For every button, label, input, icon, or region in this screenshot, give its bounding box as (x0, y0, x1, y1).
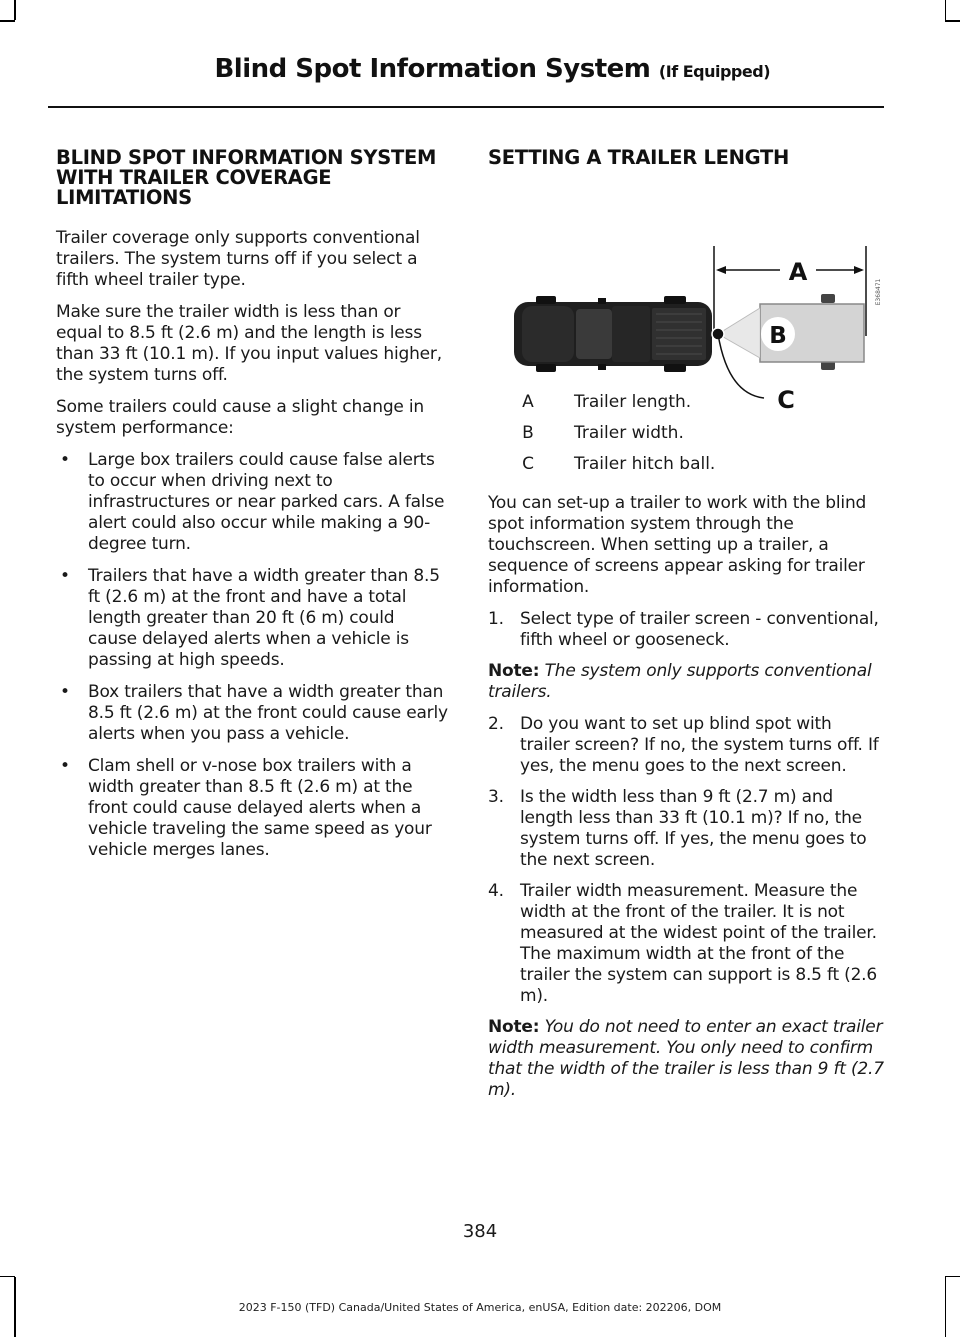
page-number: 384 (462, 1221, 498, 1242)
callout-c: C (777, 386, 795, 414)
steps-list (488, 714, 884, 1007)
bullet-glyph: • (60, 682, 70, 702)
left-column (56, 148, 448, 872)
bullet-glyph: • (60, 756, 70, 776)
list-item-text: Large box trailers could cause false alerts to occur when driving next to infrastructures or near parked cars. A false alert could also occur while making a 90-degree turn. (88, 450, 445, 554)
note-text: You do not need to enter an exact trailer width measurement. You only need to confirm that the width of the trailer is less than 9 ft (2.7 m). (488, 1017, 884, 1100)
step-number: 4. (488, 881, 504, 901)
legend-key: C (522, 454, 534, 474)
paragraph: Some trailers could cause a slight change in system performance: (56, 397, 424, 438)
legend-text: Trailer length. (574, 392, 692, 412)
bullet-glyph: • (60, 450, 70, 470)
paragraph: Make sure the trailer width is less than or equal to 8.5 ft (2.6 m) and the length is less than 33 ft (10.1 m). If you input values higher, the system turns off. (56, 302, 442, 385)
arrowhead (716, 266, 726, 274)
crop-mark (945, 0, 947, 20)
crop-mark (945, 1276, 960, 1278)
crop-mark (14, 0, 16, 20)
arrowhead (854, 266, 864, 274)
list-item-text: Clam shell or v-nose box trailers with a width greater than 8.5 ft (2.6 m) at the front could cause delayed alerts when a vehicle traveling the same speed as your vehicle merges lanes. (88, 756, 432, 860)
note-label: Note: (488, 661, 540, 681)
step-number: 1. (488, 609, 504, 629)
figure-code: E368471 (875, 278, 882, 306)
page-footer: 2023 F-150 (TFD) Canada/United States of America, enUSA, Edition date: 202206, DOM (238, 1301, 722, 1314)
legend-text: Trailer width. (574, 423, 684, 443)
step-item (488, 714, 884, 777)
section-heading: SETTING A TRAILER LENGTH (488, 146, 790, 169)
step-number: 2. (488, 714, 504, 734)
list-item (56, 566, 448, 671)
callout-b: B (769, 323, 787, 349)
trailer-wheel (821, 294, 835, 303)
legend-key: A (522, 392, 534, 412)
header-subtitle: (If Equipped) (658, 62, 770, 81)
figure-legend (488, 392, 884, 475)
legend-key: B (522, 423, 534, 443)
crop-mark (0, 20, 15, 22)
right-column (488, 148, 884, 1112)
crop-mark (0, 1276, 15, 1278)
paragraph: Trailer coverage only supports conventional trailers. The system turns off if you select a fifth wheel trailer type. (56, 228, 420, 290)
bullet-glyph: • (60, 566, 70, 586)
page-header (214, 54, 770, 84)
step-text: Trailer width measurement. Measure the width at the front of the trailer. It is not measured at the widest point of the trailer. The maximum width at the front of the trailer the system can support is 8.5 ft (2.6 m). (520, 881, 877, 1006)
list-item (56, 756, 448, 861)
note-text: The system only supports conventional trailers. (488, 661, 872, 702)
list-item-text: Box trailers that have a width greater than 8.5 ft (2.6 m) at the front could cause early alerts when you pass a vehicle. (88, 682, 448, 744)
note (488, 1017, 884, 1101)
note-label: Note: (488, 1017, 540, 1037)
bullet-list (56, 450, 448, 861)
header-rule (48, 106, 884, 108)
list-item (56, 682, 448, 745)
list-item-text: Trailers that have a width greater than 8.5 ft (2.6 m) at the front and have a total length greater than 20 ft (6 m) could cause delayed alerts when a vehicle is passing at high speeds. (88, 566, 440, 670)
paragraph: You can set-up a trailer to work with the blind spot information system through the touchscreen. When setting up a trailer, a sequence of screens appear asking for trailer information. (488, 493, 867, 597)
step-item (488, 787, 884, 871)
header-title: Blind Spot Information System (214, 54, 651, 84)
section-heading: BLIND SPOT INFORMATION SYSTEM WITH TRAILER COVERAGE LIMITATIONS (56, 146, 437, 209)
step-item (488, 609, 884, 651)
legend-row (488, 392, 884, 413)
steps-list (488, 609, 884, 651)
step-text: Do you want to set up blind spot with trailer screen? If no, the system turns off. If yes, the menu goes to the next screen. (520, 714, 879, 776)
legend-row (488, 454, 884, 475)
callout-a: A (788, 258, 808, 286)
step-number: 3. (488, 787, 504, 807)
step-text: Is the width less than 9 ft (2.7 m) and length less than 33 ft (10.1 m)? If no, the system turns off. If yes, the menu goes to the next screen. (520, 787, 867, 870)
step-item (488, 881, 884, 1007)
legend-text: Trailer hitch ball. (574, 454, 716, 474)
crop-mark (945, 20, 960, 22)
note (488, 661, 884, 703)
list-item (56, 450, 448, 555)
legend-row (488, 423, 884, 444)
step-text: Select type of trailer screen - conventional, fifth wheel or gooseneck. (520, 609, 879, 650)
truck-illustration (514, 296, 712, 372)
